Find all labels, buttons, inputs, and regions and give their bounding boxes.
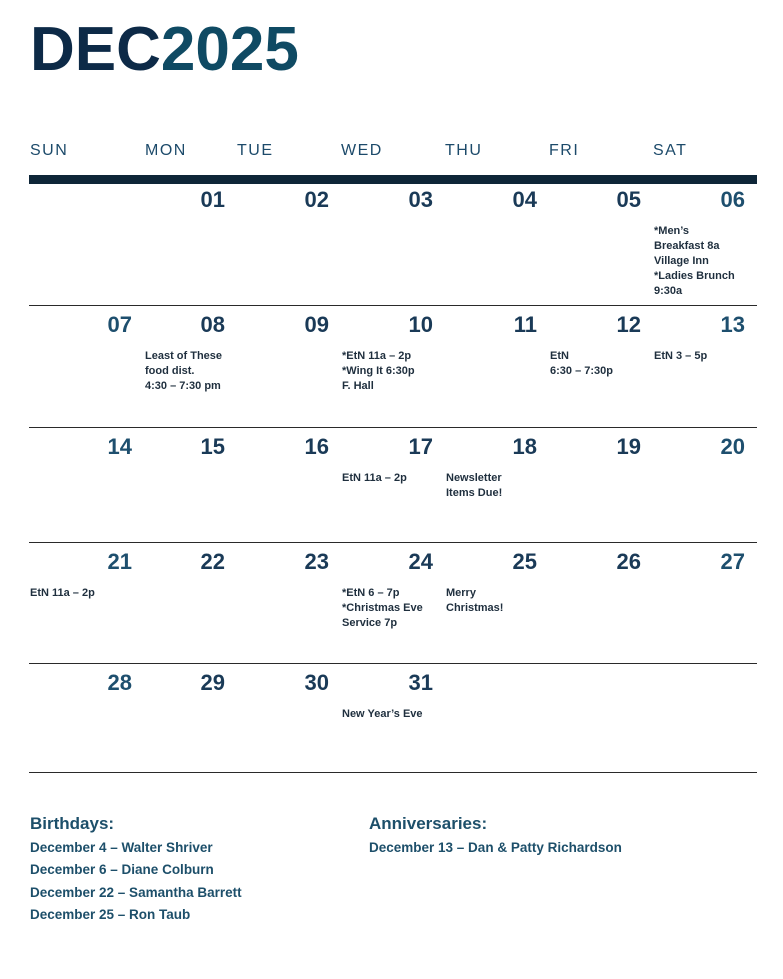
day-number: 02 xyxy=(304,187,329,212)
birthdays-list xyxy=(30,837,242,926)
day-number: 10 xyxy=(408,312,433,337)
day-number: 25 xyxy=(512,549,537,574)
weekday-sun: SUN xyxy=(30,142,69,159)
birthday-item: December 25 – Ron Taub xyxy=(30,906,191,922)
week-divider xyxy=(29,772,757,773)
day-number: 01 xyxy=(200,187,225,212)
day-events: Least of These food dist. 4:30 – 7:30 pm xyxy=(145,350,223,392)
weekday-mon: MON xyxy=(145,142,187,159)
birthday-item: December 22 – Samantha Barrett xyxy=(30,884,242,900)
day-events: New Year’s Eve xyxy=(342,708,423,720)
day-number: 17 xyxy=(408,434,433,459)
day-events: *EtN 6 – 7p *Christmas Eve Service 7p xyxy=(342,587,423,629)
birthdays-heading: Birthdays: xyxy=(30,814,115,833)
weekday-wed: WED xyxy=(341,142,383,159)
day-number: 05 xyxy=(616,187,641,212)
birthday-item: December 4 – Walter Shriver xyxy=(30,840,213,855)
day-number: 03 xyxy=(408,187,433,212)
week-divider xyxy=(29,663,757,664)
weekday-thu: THU xyxy=(445,142,483,159)
day-number: 28 xyxy=(107,670,132,695)
day-events: Merry Christmas! xyxy=(446,587,504,614)
weekday-fri: FRI xyxy=(549,142,580,159)
weekday-sat: SAT xyxy=(653,142,688,159)
day-events: EtN 11a – 2p xyxy=(30,587,95,599)
day-number: 31 xyxy=(408,670,433,695)
day-number: 08 xyxy=(200,312,225,337)
day-events: Newsletter Items Due! xyxy=(446,472,503,499)
weekday-header xyxy=(0,142,783,162)
day-number: 14 xyxy=(107,434,132,459)
day-number: 23 xyxy=(304,549,329,574)
day-number: 30 xyxy=(304,670,329,695)
week-divider xyxy=(29,542,757,543)
day-number: 16 xyxy=(304,434,329,459)
year-label: 2025 xyxy=(160,15,299,84)
day-number: 07 xyxy=(107,312,132,337)
day-number: 29 xyxy=(200,670,225,695)
weekday-tue: TUE xyxy=(237,142,274,159)
day-number: 26 xyxy=(616,549,641,574)
day-events: *EtN 11a – 2p *Wing It 6:30p F. Hall xyxy=(342,350,415,392)
day-number: 04 xyxy=(512,187,537,212)
day-number: 20 xyxy=(720,434,745,459)
day-number: 22 xyxy=(200,549,225,574)
day-number: 09 xyxy=(304,312,329,337)
day-number: 13 xyxy=(720,312,745,337)
day-number: 06 xyxy=(720,187,745,212)
day-number: 11 xyxy=(513,312,537,337)
day-events: EtN 3 – 5p xyxy=(654,350,708,362)
day-number: 15 xyxy=(200,434,225,459)
day-events: *Men’s Breakfast 8a Village Inn *Ladies Brunch 9:30a xyxy=(654,225,735,297)
day-number: 18 xyxy=(512,434,537,459)
day-number: 19 xyxy=(616,434,641,459)
day-number: 27 xyxy=(720,549,745,574)
day-events: EtN 6:30 – 7:30p xyxy=(550,350,613,377)
month-label: DEC xyxy=(30,15,161,84)
day-number: 12 xyxy=(616,312,641,337)
anniversaries-list xyxy=(369,837,622,859)
week-divider xyxy=(29,427,757,428)
day-number: 24 xyxy=(408,549,433,574)
calendar-title xyxy=(30,14,299,86)
header-divider xyxy=(29,175,757,184)
day-number: 21 xyxy=(107,549,132,574)
birthday-item: December 6 – Diane Colburn xyxy=(30,862,214,878)
anniversaries-heading: Anniversaries: xyxy=(369,814,488,833)
anniversary-item: December 13 – Dan & Patty Richardson xyxy=(369,840,622,855)
week-divider xyxy=(29,305,757,306)
day-events: EtN 11a – 2p xyxy=(342,472,407,484)
